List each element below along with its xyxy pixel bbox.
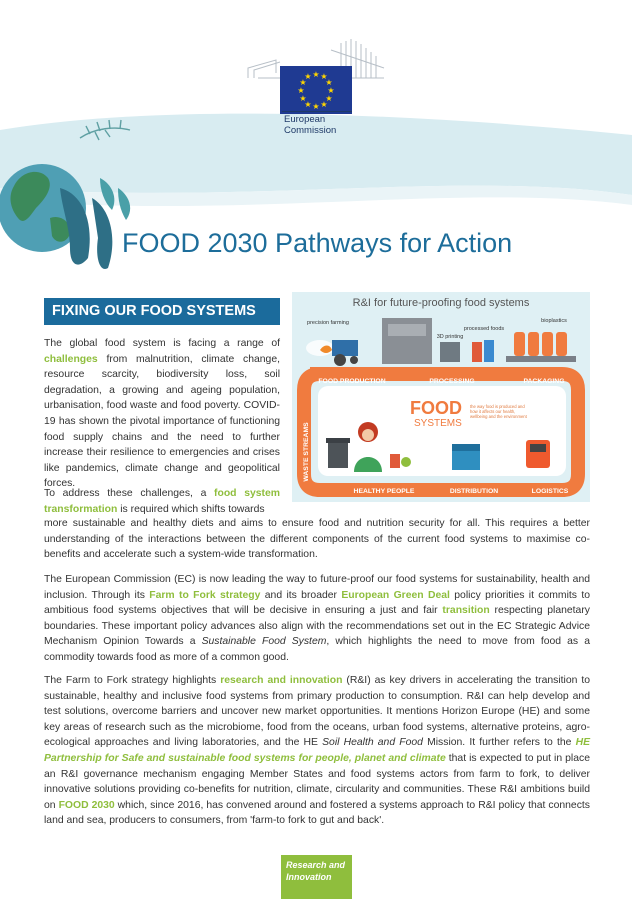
ec-paragraph — [44, 572, 590, 666]
keyword-green-deal: European Green Deal — [341, 589, 450, 601]
text-run: from malnutrition, climate change, resource scarcity, biodiversity loss, soil degradation, a growing and ageing population, urbanisation, food waste and food poverty. COVID-19 has shown the pivotal importance of functioning food supply chains and the need to further increase their resilience to emergencies and crises like pandemics, climate change and geopolitical forces. — [44, 353, 280, 490]
truck-icon — [526, 440, 550, 468]
badge-line-1: Research and — [286, 860, 346, 870]
stage-processing: PROCESSING — [429, 378, 475, 385]
svg-text:★: ★ — [325, 94, 333, 103]
text-run: and its broader — [260, 589, 342, 601]
text-run: which, since 2016, has convened around and fostered a systems approach to R&I policy that connects land and sea, producers to consumers, from 'farm-to fork to gut and back'. — [44, 799, 590, 827]
svg-text:★: ★ — [297, 86, 305, 95]
keyword-research-and-innovation: research and innovation — [220, 675, 343, 686]
stage-distribution: DISTRIBUTION — [449, 488, 499, 495]
stage-logistics: LOGISTICS — [531, 488, 569, 495]
svg-text:★: ★ — [320, 100, 328, 109]
keyword-food-system-transformation: food system transformation — [44, 488, 281, 515]
italic-sustainable-food-system: Sustainable Food System — [201, 636, 327, 648]
text-run: The European Commission (EC) is now leading the way to future-proof our food systems for sustainability, health and inclusion. Through its — [44, 574, 590, 601]
keyword-transition: transition — [442, 605, 490, 617]
section-heading: FIXING OUR FOOD SYSTEMS — [44, 298, 280, 325]
label-processed-foods: processed foods — [463, 326, 505, 332]
research-innovation-badge — [281, 855, 352, 899]
stage-food-production: FOOD PRODUCTION — [318, 378, 386, 385]
stage-healthy-people: HEALTHY PEOPLE — [353, 488, 415, 495]
text-run: that is expected to put in place an R&I governance mechanism engaging Member States and food systems actors from farm to fork, to deliver innovative solutions providing co-benefits for nutrition, climate, circularity and communities. These R&I ambitions build on — [44, 752, 590, 811]
ri-paragraph — [44, 673, 590, 829]
transformation-paragraph-start — [44, 486, 280, 517]
infographic-title: R&I for future-proofing food systems — [352, 297, 530, 309]
org-line-1: European — [284, 114, 326, 125]
waste-bin-icon — [326, 438, 350, 468]
svg-text:★: ★ — [327, 86, 335, 95]
keyword-challenges: challenges — [44, 353, 98, 365]
text-run: The Farm to Fork strategy highlights — [44, 675, 221, 686]
transformation-paragraph-end — [44, 516, 590, 563]
globe-plant-illustration — [0, 118, 150, 286]
svg-text:★: ★ — [304, 100, 312, 109]
org-line-2: Commission — [284, 125, 337, 136]
ec-logo-text — [284, 114, 336, 136]
text-run: The global food system is facing a range of — [44, 338, 280, 349]
stage-waste-streams: WASTE STREAMS — [303, 422, 310, 482]
svg-text:★: ★ — [312, 102, 320, 111]
label-bioplastics: bioplastics — [541, 318, 567, 324]
text-run: , which highlights the need to move from food as a commodity towards food as more of a common good. — [44, 636, 590, 663]
svg-text:★: ★ — [299, 78, 307, 87]
tractor-icon — [332, 340, 358, 366]
logo-divider — [282, 111, 352, 112]
svg-text:★: ★ — [312, 70, 320, 79]
intro-paragraph — [44, 336, 280, 492]
text-run: Mission. It further refers to the — [422, 737, 576, 749]
svg-text:★: ★ — [304, 72, 312, 81]
note-line-2: how it affects our health, — [470, 409, 516, 414]
text-run: is required which shifts towards — [117, 503, 265, 515]
text-run: policy priorities it commits to ambitious food systems objectives that will be decisive in ensuring a just and fair — [44, 589, 590, 617]
label-3d-printing: 3D printing — [436, 334, 464, 340]
italic-soil-health-food: Soil Health and Food — [322, 737, 423, 749]
text-run: To address these challenges, a — [44, 488, 215, 499]
factory-icon — [382, 318, 432, 364]
svg-text:★: ★ — [325, 78, 333, 87]
note-line-3: wellbeing and the environment — [470, 414, 527, 419]
center-systems-label: SYSTEMS — [414, 418, 462, 429]
note-line-1: the way food is produced and — [470, 404, 525, 409]
text-run: respecting planetary boundaries. These important policy advances also align with the recommendations set out in the EC Strategic Advice Mechanism Opinion Towards a — [44, 605, 590, 648]
center-food-label: FOOD — [410, 398, 462, 418]
stage-packaging: PACKAGING — [523, 378, 565, 385]
svg-text:★: ★ — [299, 94, 307, 103]
keyword-he-partnership: HE Partnership for Safe and sustainable food systems for people, planet and climate — [44, 737, 590, 764]
text-run: more sustainable and healthy diets and aims to ensure food and nutrition security for all. This requires a better understanding of the interactions between the different components of the current food systems to maximise co-benefits and accelerate such a system-wide transformation. — [44, 518, 590, 561]
page-title: FOOD 2030 Pathways for Action — [122, 228, 513, 258]
keyword-farm-to-fork: Farm to Fork strategy — [149, 589, 261, 601]
keyword-food-2030: FOOD 2030 — [58, 799, 115, 811]
svg-text:★: ★ — [320, 72, 328, 81]
label-precision-farming: precision farming — [307, 320, 349, 326]
food-systems-infographic — [292, 292, 590, 502]
shop-icon — [452, 444, 480, 470]
badge-line-2: Innovation — [286, 872, 332, 882]
printer-icon — [440, 342, 460, 362]
text-run: (R&I) as key drivers in accelerating the transition to sustainable, healthy and inclusive food systems from primary production to consumption. R&I can help develop and test solutions, overcome barriers and uncover new market opportunities. It mentions Horizon Europe (HE) and some key areas of research such as the microbiome, food from the oceans, urban food systems, alternative proteins, agro-ecological approaches and living laboratories, and the HE — [44, 675, 591, 749]
